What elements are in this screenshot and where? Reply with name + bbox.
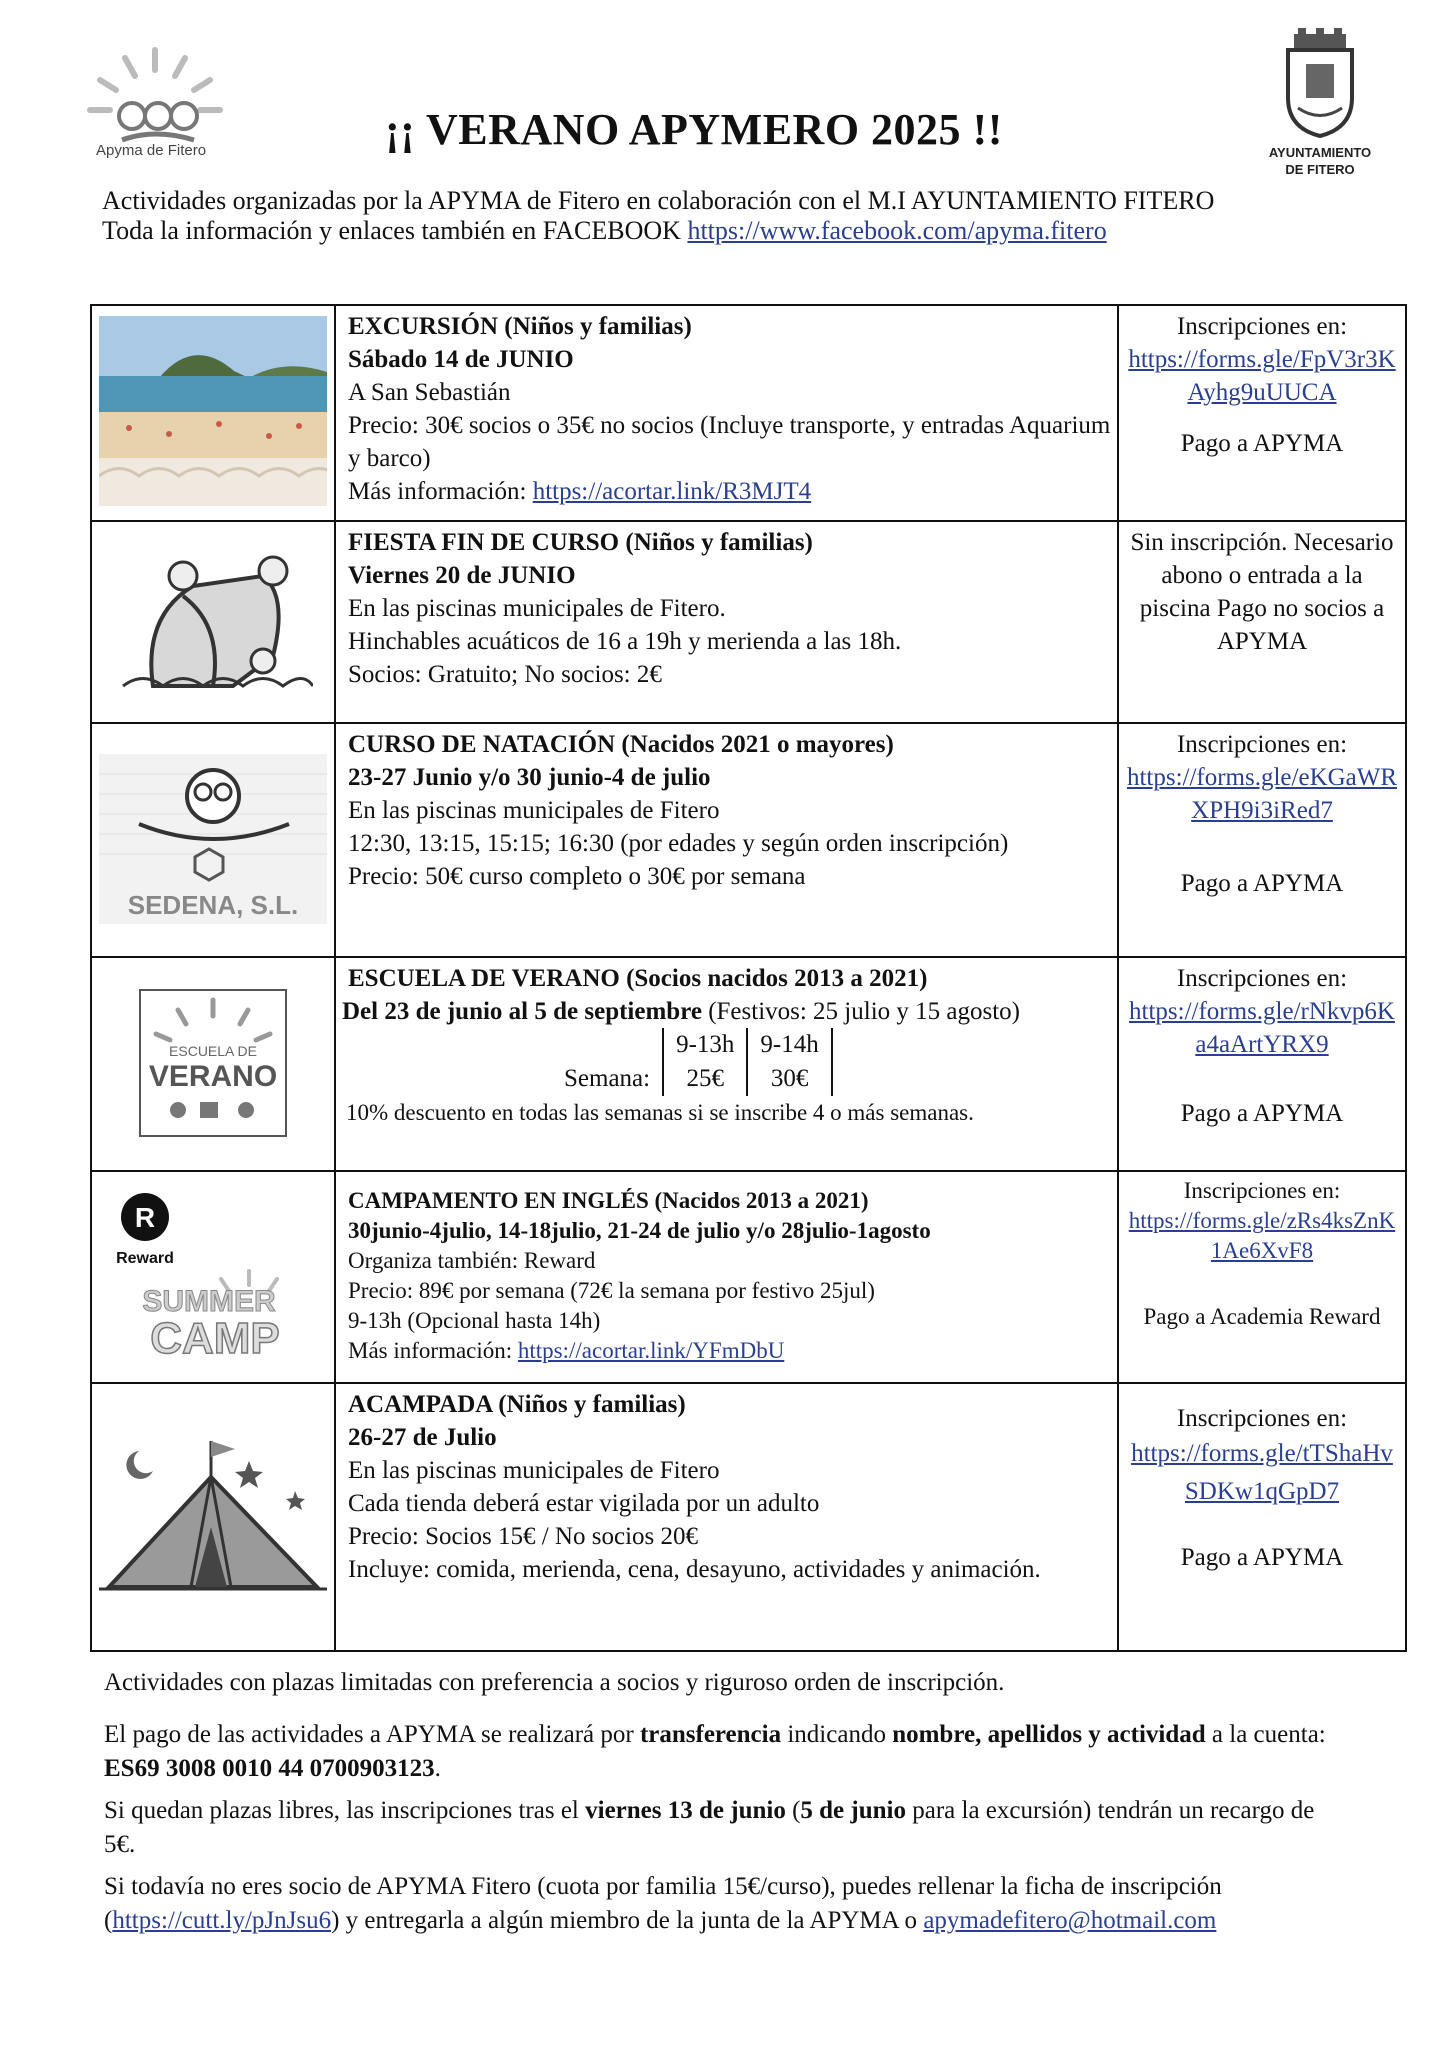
week-price: 25€ bbox=[663, 1062, 747, 1096]
activity-row-acampada bbox=[91, 1383, 1406, 1651]
payment-note bbox=[104, 1718, 1344, 1786]
late-text: Si quedan plazas libres, las inscripciones tras el bbox=[104, 1797, 579, 1824]
sedena-swimmer-logo bbox=[99, 754, 327, 924]
activity-detail: En las piscinas municipales de Fitero bbox=[348, 1457, 720, 1484]
late-registration-note bbox=[104, 1794, 1344, 1862]
registration-link[interactable]: https://forms.gle/eKGaWRXPH9i3iRed7 bbox=[1126, 764, 1398, 824]
membership-text: Si todavía no eres socio de APYMA Fitero (cuota por familia 15€/curso), puedes rellenar la ficha de inscripción ( bbox=[104, 1873, 1222, 1934]
activity-title: ESCUELA DE VERANO (Socios nacidos 2013 a 2021) bbox=[348, 965, 928, 992]
activity-detail: Socios: Gratuito; No socios: 2€ bbox=[348, 661, 662, 688]
registration-label: Inscripciones en: bbox=[1176, 965, 1348, 992]
week-table-end bbox=[832, 1062, 857, 1096]
registration-note: Sin inscripción. Necesario abono o entrada a la piscina Pago no socios a APYMA bbox=[1130, 529, 1394, 655]
activity-description bbox=[335, 957, 1118, 1171]
week-header: 9-13h bbox=[663, 1028, 747, 1062]
registration-link[interactable]: https://forms.gle/zRs4ksZnK1Ae6XvF8 bbox=[1128, 1208, 1396, 1263]
membership-text: ) y entregarla a algún miembro de la junta de la APYMA o bbox=[331, 1907, 918, 1934]
reward-r-glyph: R bbox=[134, 1202, 156, 1233]
escuela-logo-text: ESCUELA DE bbox=[169, 1043, 257, 1059]
activity-date: Viernes 20 de JUNIO bbox=[348, 562, 576, 589]
registration-label: Inscripciones en: bbox=[1176, 313, 1348, 340]
more-info-link[interactable]: https://acortar.link/R3MJT4 bbox=[532, 478, 812, 505]
registration-link[interactable]: https://forms.gle/FpV3r3KAyhg9uUUCA bbox=[1128, 346, 1396, 406]
activity-date: Sábado 14 de JUNIO bbox=[348, 346, 574, 373]
activity-detail: Precio: 30€ socios o 35€ no socios (Incluye transporte, y entradas Aquarium y barco) bbox=[348, 412, 1111, 472]
payment-info: Pago a APYMA bbox=[1180, 1100, 1344, 1127]
discount-note: 10% descuento en todas las semanas si se inscribe 4 o más semanas. bbox=[346, 1100, 974, 1125]
activity-more-info bbox=[348, 1336, 1111, 1366]
registration-link[interactable]: https://forms.gle/rNkvp6Ka4aArtYRX9 bbox=[1129, 998, 1395, 1058]
more-info-label: Más información: bbox=[348, 478, 527, 505]
activity-title: ACAMPADA (Niños y familias) bbox=[348, 1391, 686, 1418]
intro-line1: Actividades organizadas por la APYMA de Fitero en colaboración con el M.I AYUNTAMIENTO FITERO bbox=[102, 186, 1215, 215]
activity-row-escuela bbox=[91, 957, 1406, 1171]
payment-text: a la cuenta: bbox=[1211, 1721, 1326, 1748]
ayuntamiento-logo-text bbox=[1240, 144, 1400, 178]
activity-date-note: (Festivos: 25 julio y 15 agosto) bbox=[708, 998, 1020, 1025]
activity-row-excursion bbox=[91, 305, 1406, 521]
payment-info: Pago a APYMA bbox=[1180, 870, 1344, 897]
escuela-de-verano-logo bbox=[138, 988, 288, 1138]
activity-date-line bbox=[342, 995, 1111, 1028]
week-label: Semana: bbox=[564, 1065, 651, 1092]
payment-info: Pago a Academia Reward bbox=[1143, 1304, 1381, 1329]
activity-date: 23-27 Junio y/o 30 junio-4 de julio bbox=[348, 764, 711, 791]
ayuntamiento-text-line1: AYUNTAMIENTO bbox=[1268, 145, 1372, 160]
sedena-logo-text: SEDENA, S.L. bbox=[127, 890, 299, 920]
activity-description bbox=[335, 305, 1118, 521]
reward-text: Reward bbox=[116, 1250, 174, 1267]
activity-title: CAMPAMENTO EN INGLÉS (Nacidos 2013 a 2021) bbox=[348, 1188, 869, 1213]
activity-detail: Organiza también: Reward bbox=[348, 1248, 596, 1273]
excursion-deadline: 5 de junio bbox=[800, 1797, 906, 1824]
payment-info: Pago a APYMA bbox=[1180, 1544, 1344, 1571]
activity-row-campamento bbox=[91, 1171, 1406, 1383]
activity-detail: A San Sebastián bbox=[348, 379, 511, 406]
week-price: 30€ bbox=[747, 1062, 831, 1096]
camp-text: CAMP bbox=[150, 1314, 280, 1363]
late-text: para la excursión) tendrán un recargo de 5€. bbox=[104, 1797, 1315, 1858]
week-table-end bbox=[832, 1028, 857, 1062]
activity-date: 26-27 de Julio bbox=[348, 1424, 497, 1451]
activity-detail: Incluye: comida, merienda, cena, desayuno, actividades y animación. bbox=[348, 1556, 1041, 1583]
activity-more-info bbox=[348, 475, 1111, 508]
activity-registration bbox=[1118, 723, 1406, 957]
email-link[interactable]: apymadefitero@hotmail.com bbox=[923, 1907, 1217, 1934]
activity-registration bbox=[1118, 957, 1406, 1171]
activity-detail: Cada tienda deberá estar vigilada por un adulto bbox=[348, 1490, 820, 1517]
activity-image-cell bbox=[91, 957, 335, 1171]
payment-text: El pago de las actividades a APYMA se realizará por bbox=[104, 1721, 634, 1748]
activity-date: 30junio-4julio, 14-18julio, 21-24 de julio y/o 28julio-1agosto bbox=[348, 1218, 931, 1243]
registration-link[interactable]: https://forms.gle/tTShaHvSDKw1qGpD7 bbox=[1131, 1440, 1393, 1505]
payment-text: indicando bbox=[787, 1721, 886, 1748]
activity-title: CURSO DE NATACIÓN (Nacidos 2021 o mayores) bbox=[348, 731, 894, 758]
activity-image-cell bbox=[91, 521, 335, 723]
activities-table bbox=[90, 304, 1407, 1652]
activity-description bbox=[335, 723, 1118, 957]
facebook-link[interactable]: https://www.facebook.com/apyma.fitero bbox=[687, 216, 1107, 245]
payment-method: transferencia bbox=[639, 1721, 782, 1748]
verano-logo-text: VERANO bbox=[148, 1060, 278, 1093]
registration-label: Inscripciones en: bbox=[1176, 1405, 1348, 1432]
water-slide-illustration bbox=[113, 536, 313, 706]
activity-title: FIESTA FIN DE CURSO (Niños y familias) bbox=[348, 529, 813, 556]
week-header: 9-14h bbox=[747, 1028, 831, 1062]
payment-text: . bbox=[434, 1755, 441, 1782]
activity-detail: 12:30, 13:15, 15:15; 16:30 (por edades y según orden inscripción) bbox=[348, 830, 1009, 857]
activity-detail: En las piscinas municipales de Fitero. bbox=[348, 595, 726, 622]
activity-title: EXCURSIÓN (Niños y familias) bbox=[348, 313, 692, 340]
payment-reference: nombre, apellidos y actividad bbox=[892, 1721, 1206, 1748]
activity-image-cell bbox=[91, 723, 335, 957]
week-table-spacer bbox=[552, 1028, 663, 1062]
activity-registration bbox=[1118, 1383, 1406, 1651]
summer-text: SUMMER bbox=[142, 1285, 276, 1318]
membership-form-link[interactable]: https://cutt.ly/pJnJsu6 bbox=[112, 1907, 332, 1934]
activity-detail: Precio: 50€ curso completo o 30€ por semana bbox=[348, 863, 806, 890]
more-info-label: Más información: bbox=[348, 1338, 513, 1363]
registration-label: Inscripciones en: bbox=[1183, 1178, 1341, 1203]
activity-description bbox=[335, 521, 1118, 723]
activity-detail: En las piscinas municipales de Fitero bbox=[348, 797, 720, 824]
activity-detail: Precio: Socios 15€ / No socios 20€ bbox=[348, 1523, 698, 1550]
tent-camping-illustration bbox=[99, 1431, 327, 1601]
activity-date: Del 23 de junio al 5 de septiembre bbox=[342, 998, 702, 1025]
payment-info: Pago a APYMA bbox=[1180, 430, 1344, 457]
reward-summer-camp-logo bbox=[99, 1181, 327, 1371]
activity-image-cell bbox=[91, 305, 335, 521]
beach-photo bbox=[99, 316, 327, 506]
activity-detail: Precio: 89€ por semana (72€ la semana por festivo 25jul) bbox=[348, 1278, 875, 1303]
bank-account: ES69 3008 0010 44 0700903123 bbox=[104, 1755, 435, 1782]
registration-label: Inscripciones en: bbox=[1176, 731, 1348, 758]
activity-registration bbox=[1118, 521, 1406, 723]
late-deadline: viernes 13 de junio bbox=[585, 1797, 786, 1824]
fitero-coat-of-arms bbox=[1280, 28, 1360, 138]
activity-image-cell bbox=[91, 1171, 335, 1383]
more-info-link[interactable]: https://acortar.link/YFmDbU bbox=[517, 1338, 785, 1363]
week-price-table bbox=[552, 1028, 857, 1096]
activity-description bbox=[335, 1171, 1118, 1383]
apyma-logo-text: Apyma de Fitero bbox=[96, 142, 207, 159]
activity-detail: 9-13h (Opcional hasta 14h) bbox=[348, 1308, 601, 1333]
ayuntamiento-text-line2: DE FITERO bbox=[1285, 162, 1355, 177]
limited-places-note: Actividades con plazas limitadas con preferencia a socios y riguroso orden de inscripción. bbox=[104, 1669, 1005, 1696]
activity-registration bbox=[1118, 1171, 1406, 1383]
activity-image-cell bbox=[91, 1383, 335, 1651]
late-text: ( bbox=[792, 1797, 801, 1824]
activity-description bbox=[335, 1383, 1118, 1651]
activity-row-fiesta bbox=[91, 521, 1406, 723]
activity-row-natacion bbox=[91, 723, 1406, 957]
activity-detail: Hinchables acuáticos de 16 a 19h y merienda a las 18h. bbox=[348, 628, 902, 655]
membership-note bbox=[104, 1870, 1344, 1938]
intro-line2-prefix: Toda la información y enlaces también en FACEBOOK bbox=[102, 216, 681, 245]
intro-line2 bbox=[102, 216, 1342, 246]
activity-registration bbox=[1118, 305, 1406, 521]
intro-text bbox=[102, 186, 1342, 246]
page-title: ¡¡ VERANO APYMERO 2025 !! bbox=[385, 105, 1003, 154]
